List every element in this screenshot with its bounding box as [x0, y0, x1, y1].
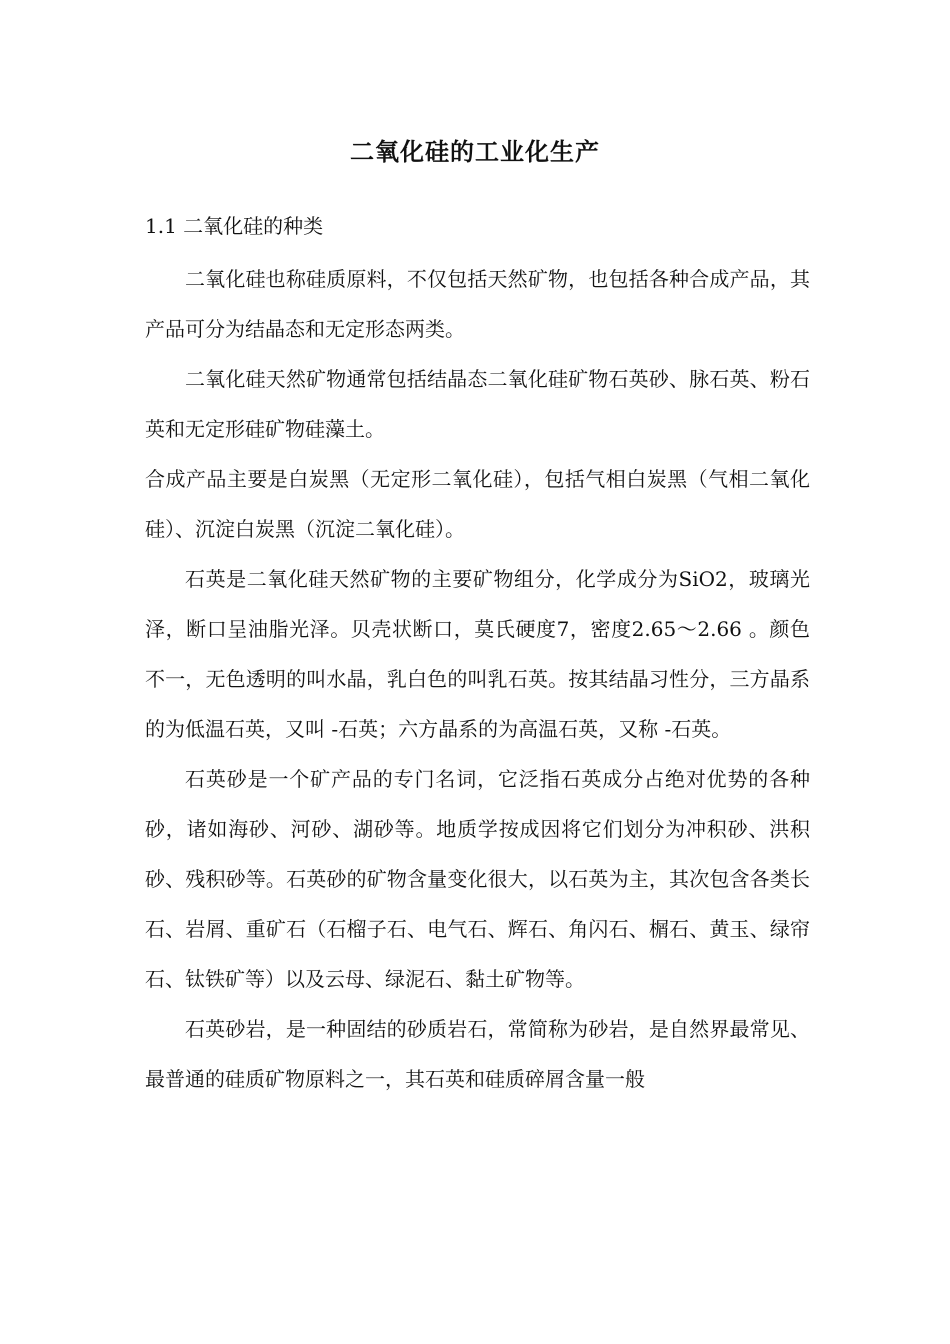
- document-title: 二氧化硅的工业化生产: [350, 137, 600, 166]
- section-heading: 1.1 二氧化硅的种类: [145, 214, 324, 238]
- paragraph-intro: 二氧化硅也称硅质原料，不仅包括天然矿物，也包括各种合成产品，其产品可分为结晶态和无定形态两类。: [145, 267, 810, 341]
- paragraph-quartz: 石英是二氧化硅天然矿物的主要矿物组分，化学成分为SiO2，玻璃光泽，断口呈油脂光泽。贝壳状断口，莫氏硬度7，密度2.65～2.66 。颜色不一，无色透明的叫水晶，乳白色的叫乳石英。按其结晶习性分，三方晶系的为低温石英，又叫 -石英；六方晶系的为高温石英，又称 -石英。: [145, 567, 810, 741]
- document-body: [145, 254, 810, 1104]
- paragraph-synthetic-products: 合成产品主要是白炭黑（无定形二氧化硅），包括气相白炭黑（气相二氧化硅）、沉淀白炭黑（沉淀二氧化硅）。: [145, 467, 810, 541]
- paragraph-quartz-sand: 石英砂是一个矿产品的专门名词，它泛指石英成分占绝对优势的各种砂，诸如海砂、河砂、湖砂等。地质学按成因将它们划分为冲积砂、洪积砂、残积砂等。石英砂的矿物含量变化很大，以石英为主，其次包含各类长石、岩屑、重矿石（石榴子石、电气石、辉石、角闪石、榍石、黄玉、绿帘石、钛铁矿等）以及云母、绿泥石、黏土矿物等。: [145, 767, 810, 991]
- paragraph-natural-minerals: 二氧化硅天然矿物通常包括结晶态二氧化硅矿物石英砂、脉石英、粉石英和无定形硅矿物硅藻土。: [145, 367, 810, 441]
- paragraph-quartz-sandstone: 石英砂岩，是一种固结的砂质岩石，常简称为砂岩，是自然界最常见、最普通的硅质矿物原料之一，其石英和硅质碎屑含量一般: [145, 1017, 810, 1091]
